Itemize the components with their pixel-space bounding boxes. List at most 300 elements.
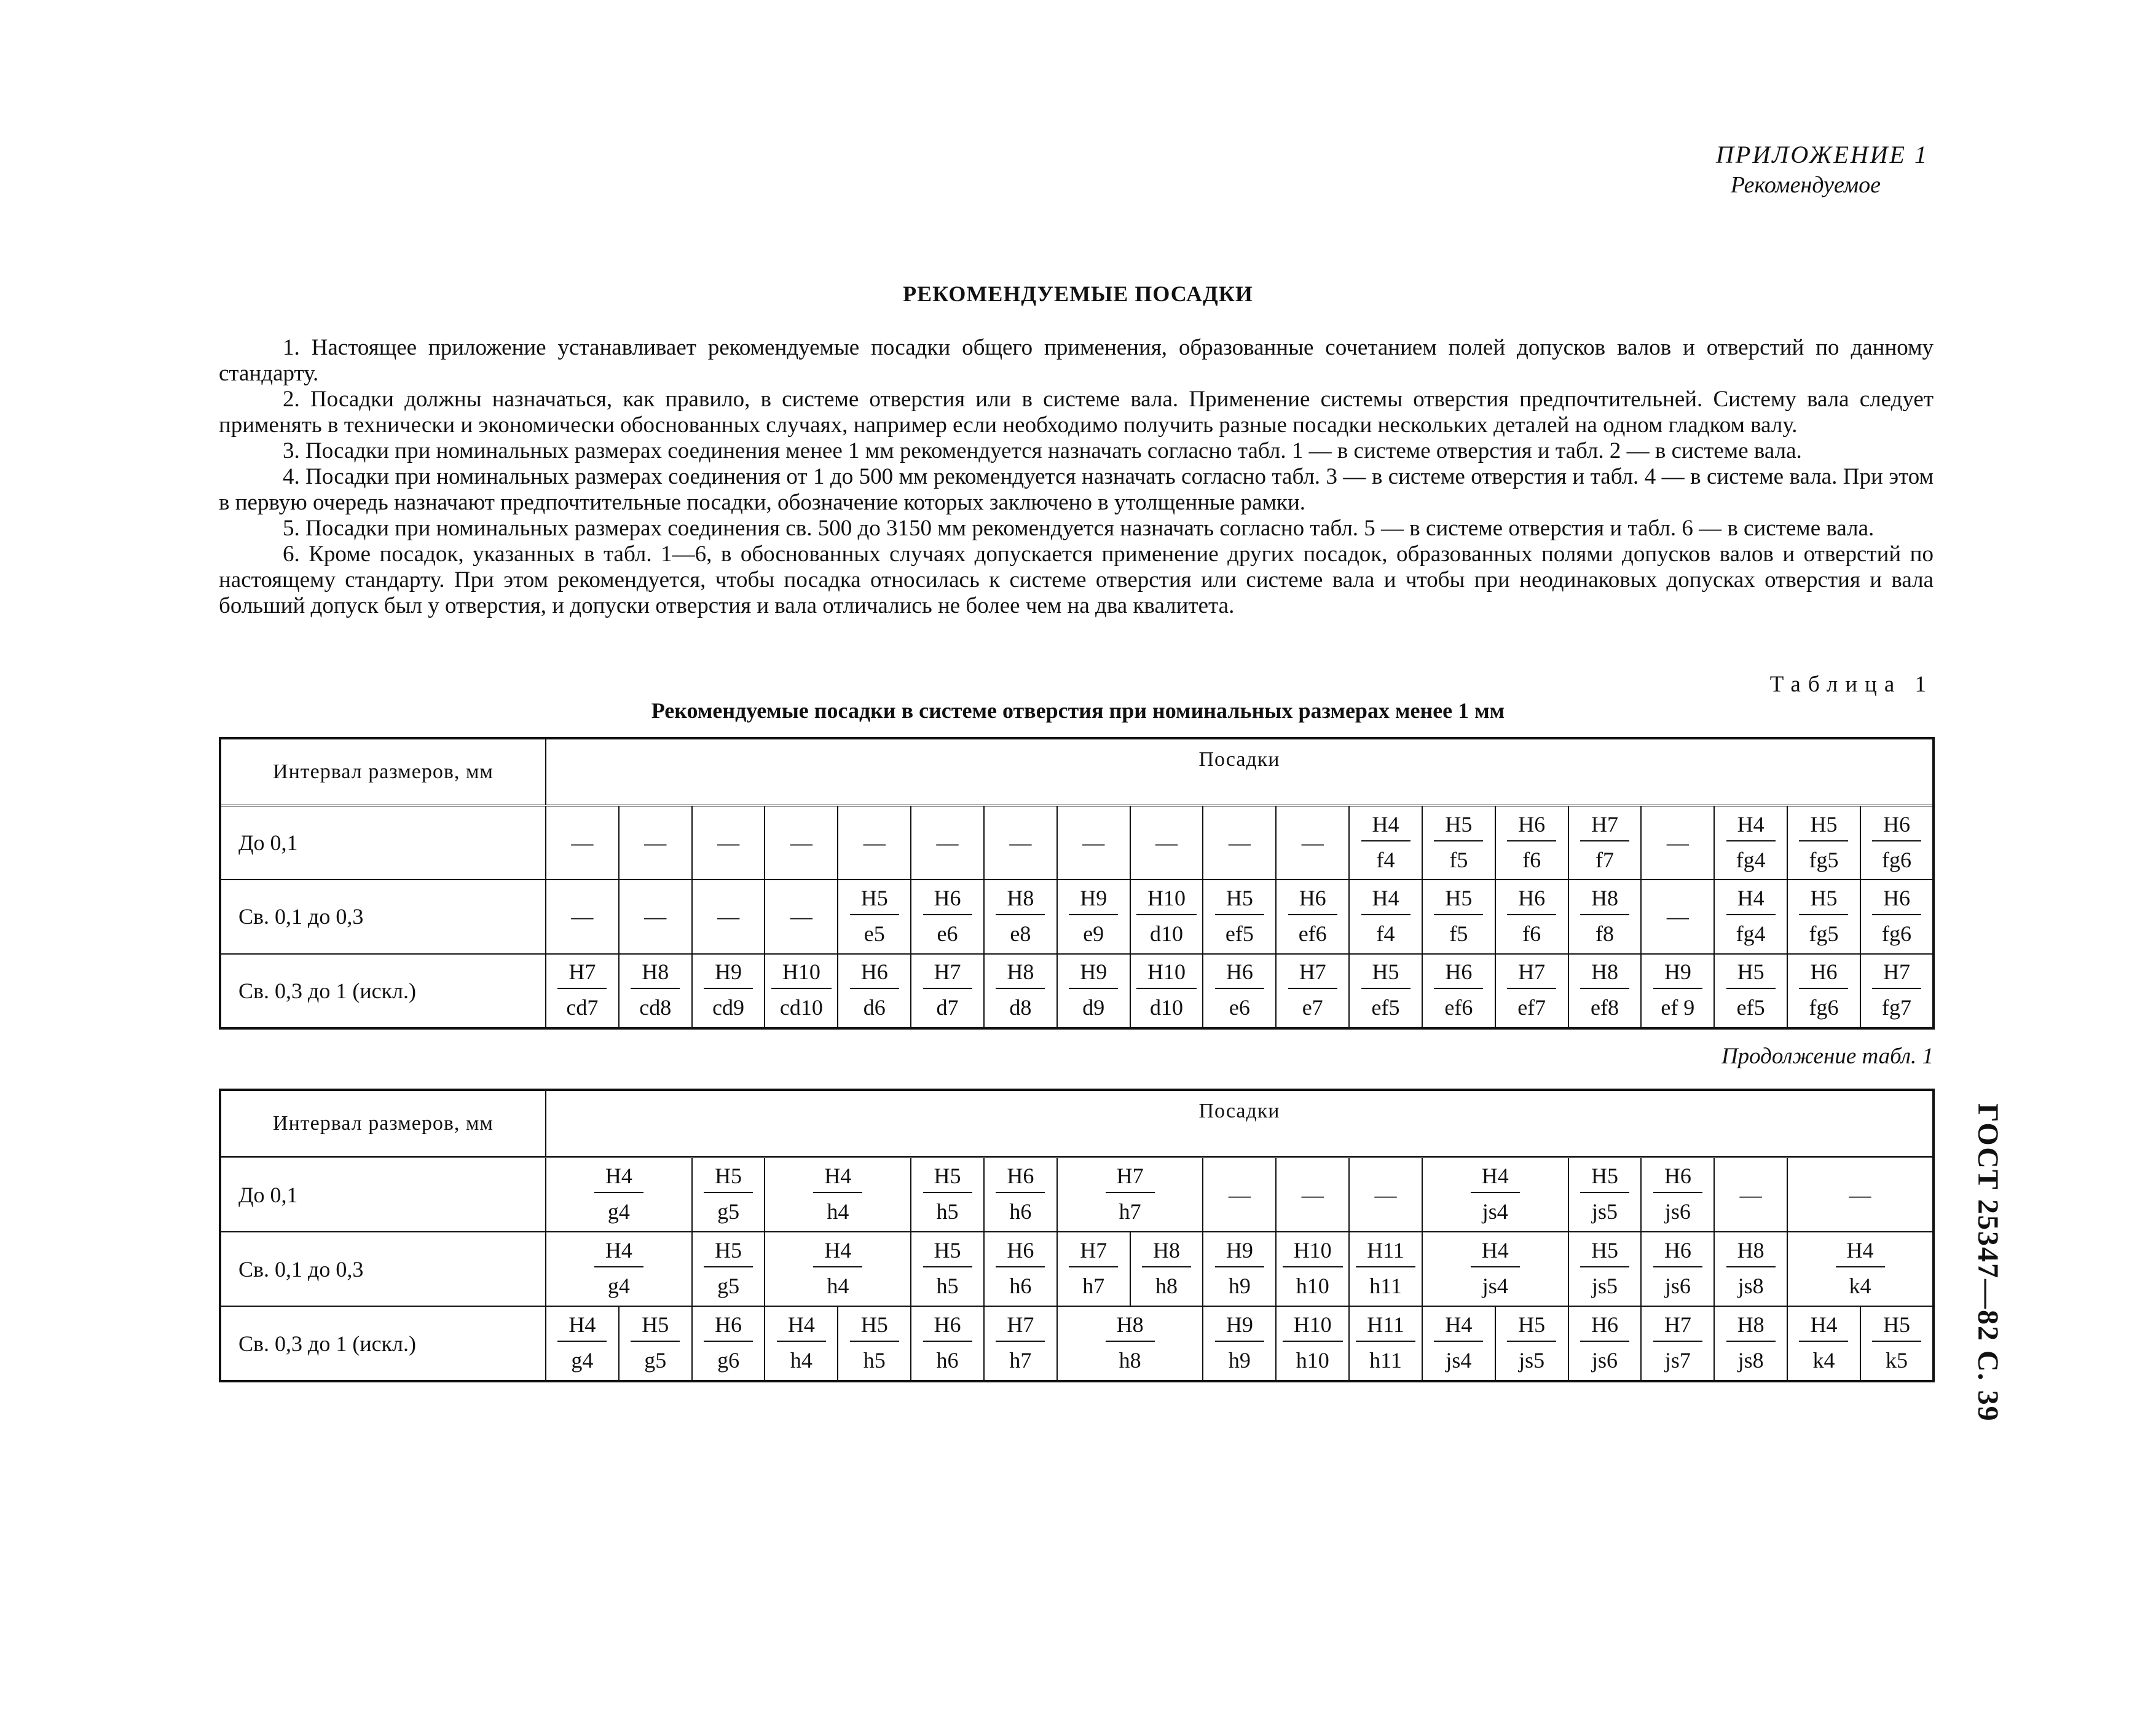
fit-fraction [923, 887, 972, 945]
hole-tolerance: H5 [923, 1239, 972, 1267]
fit-cell [546, 1157, 692, 1232]
hole-tolerance: H7 [1106, 1165, 1155, 1193]
paragraph: 4. Посадки при номинальных размерах соединения от 1 до 500 мм рекомендуется назначать согласно табл. 3 — в системе отверстия и табл. 4 — в системе вала. При этом в первую очередь назначают предпочтительные посадки, обозначение которых заключено в утолщенные рамки. [219, 464, 1934, 515]
fit-cell [1860, 880, 1934, 953]
fit-cell [1203, 880, 1276, 953]
fit-cell [692, 954, 765, 1028]
interval-header: Интервал размеров, мм [220, 738, 546, 805]
fit-fraction [1653, 961, 1702, 1019]
hole-tolerance: H5 [923, 1165, 972, 1193]
fit-cell [765, 1306, 838, 1381]
dash: — [1666, 830, 1689, 856]
shaft-tolerance: ef6 [1444, 995, 1473, 1020]
shaft-tolerance: h7 [1082, 1274, 1105, 1299]
hole-tolerance: H4 [1726, 813, 1776, 841]
fit-fraction [1580, 1314, 1629, 1371]
dash: — [1666, 904, 1689, 929]
fit-cell [1714, 880, 1787, 953]
hole-tolerance: H4 [1361, 813, 1410, 841]
shaft-tolerance: js4 [1446, 1348, 1472, 1373]
fit-cell [1641, 1232, 1714, 1306]
shaft-tolerance: cd9 [712, 995, 745, 1020]
fits-table-continuation [219, 1089, 1935, 1382]
hole-tolerance: H5 [1580, 1239, 1629, 1267]
hole-tolerance: H10 [1136, 961, 1197, 989]
fit-cell [1349, 880, 1422, 953]
fit-fraction [1507, 961, 1556, 1019]
dash: — [863, 830, 886, 856]
table-row [220, 1232, 1934, 1306]
hole-tolerance: H11 [1356, 1239, 1415, 1267]
shaft-tolerance: js8 [1737, 1274, 1764, 1299]
interval-label: До 0,1 [220, 1157, 546, 1232]
empty-fit-cell [1203, 805, 1276, 880]
fit-cell [1568, 880, 1642, 953]
fit-cell [765, 954, 838, 1028]
fit-fraction [923, 1314, 972, 1371]
table-number: Таблица 1 [1769, 672, 1934, 697]
fit-fraction [1799, 961, 1848, 1019]
fit-fraction [704, 1165, 753, 1223]
hole-tolerance: H5 [1799, 813, 1848, 841]
shaft-tolerance: js6 [1591, 1348, 1618, 1373]
fit-fraction [557, 961, 607, 1019]
body-text [219, 335, 1934, 619]
fit-fraction [1434, 961, 1483, 1019]
fit-cell [838, 1306, 911, 1381]
shaft-tolerance: ef 9 [1661, 995, 1695, 1020]
dash: — [790, 830, 812, 856]
fit-fraction [1434, 887, 1483, 945]
empty-fit-cell [692, 880, 765, 953]
fit-fraction [1507, 1314, 1556, 1371]
hole-tolerance: H9 [1215, 1239, 1264, 1267]
empty-fit-cell [1714, 1157, 1787, 1232]
fit-cell [1495, 805, 1568, 880]
hole-tolerance: H5 [631, 1314, 680, 1342]
fit-cell [546, 1306, 619, 1381]
hole-tolerance: H4 [594, 1239, 643, 1267]
table-caption: Рекомендуемые посадки в системе отверстия при номинальных размерах менее 1 мм [651, 698, 1505, 723]
hole-tolerance: H6 [704, 1314, 753, 1342]
fit-fraction [1434, 813, 1483, 871]
fit-fraction [1580, 887, 1629, 945]
empty-fit-cell [1203, 1157, 1276, 1232]
fit-fraction [704, 1239, 753, 1297]
fit-cell [1568, 1232, 1642, 1306]
fit-cell [765, 1232, 911, 1306]
fit-fraction [1288, 887, 1337, 945]
fit-fraction [1726, 1239, 1776, 1297]
fit-cell [692, 1306, 765, 1381]
shaft-tolerance: h11 [1369, 1274, 1402, 1299]
dash: — [1301, 830, 1324, 856]
fit-cell [1568, 954, 1642, 1028]
hole-tolerance: H4 [557, 1314, 607, 1342]
shaft-tolerance: h6 [936, 1348, 959, 1373]
fit-fraction [996, 887, 1045, 945]
fit-fraction [1580, 1165, 1629, 1223]
fit-cell [1203, 1306, 1276, 1381]
hole-tolerance: H9 [1069, 961, 1118, 989]
fit-fraction [813, 1165, 862, 1223]
hole-tolerance: H4 [813, 1239, 862, 1267]
shaft-tolerance: k4 [1812, 1348, 1835, 1373]
shaft-tolerance: g5 [717, 1274, 740, 1299]
hole-tolerance: H5 [850, 1314, 899, 1342]
empty-fit-cell [911, 805, 984, 880]
fit-cell [1276, 1306, 1349, 1381]
shaft-tolerance: h4 [790, 1348, 812, 1373]
hole-tolerance: H10 [771, 961, 832, 989]
empty-fit-cell [546, 880, 619, 953]
fit-cell [1422, 805, 1495, 880]
interval-label: Св. 0,1 до 0,3 [220, 1232, 546, 1306]
fit-fraction [1836, 1239, 1885, 1297]
paragraph: 5. Посадки при номинальных размерах соединения св. 500 до 3150 мм рекомендуется назначать согласно табл. 5 — в системе отверстия и табл. 6 — в системе вала. [283, 516, 1875, 541]
fit-fraction [1215, 1239, 1264, 1297]
fit-cell [1422, 1306, 1495, 1381]
fit-cell [1349, 805, 1422, 880]
fit-cell [1568, 805, 1642, 880]
shaft-tolerance: js6 [1664, 1274, 1691, 1299]
fit-cell [984, 1157, 1057, 1232]
hole-tolerance: H10 [1283, 1314, 1343, 1342]
empty-fit-cell [1130, 805, 1203, 880]
shaft-tolerance: e6 [937, 921, 958, 946]
hole-tolerance: H5 [1507, 1314, 1556, 1342]
fit-fraction [1580, 961, 1629, 1019]
hole-tolerance: H8 [996, 887, 1045, 915]
shaft-tolerance: js8 [1737, 1348, 1764, 1373]
table-row [220, 1306, 1934, 1381]
shaft-tolerance: f5 [1449, 921, 1468, 946]
fit-cell [1422, 1157, 1568, 1232]
fit-fraction [1215, 1314, 1264, 1371]
hole-tolerance: H8 [996, 961, 1045, 989]
fit-fraction [1726, 961, 1776, 1019]
hole-tolerance: H9 [1215, 1314, 1264, 1342]
fit-cell [1714, 1306, 1787, 1381]
fit-fraction [1799, 813, 1848, 871]
hole-tolerance: H5 [1799, 887, 1848, 915]
hole-tolerance: H4 [594, 1165, 643, 1193]
hole-tolerance: H5 [1872, 1314, 1921, 1342]
shaft-tolerance: ef5 [1371, 995, 1400, 1020]
table-row [220, 954, 1934, 1028]
shaft-tolerance: e9 [1083, 921, 1104, 946]
shaft-tolerance: js4 [1482, 1199, 1508, 1224]
hole-tolerance: H6 [996, 1165, 1045, 1193]
fit-fraction [850, 887, 899, 945]
hole-tolerance: H5 [1434, 813, 1483, 841]
shaft-tolerance: h9 [1228, 1274, 1251, 1299]
hole-tolerance: H7 [923, 961, 972, 989]
dash: — [1228, 830, 1251, 856]
hole-tolerance: H6 [923, 887, 972, 915]
fits-table-body [220, 738, 1934, 1028]
shaft-tolerance: fg4 [1736, 847, 1766, 872]
fit-cell [619, 954, 692, 1028]
shaft-tolerance: fg5 [1809, 847, 1839, 872]
fit-cell [1057, 954, 1130, 1028]
fit-cell [546, 954, 619, 1028]
shaft-tolerance: ef8 [1591, 995, 1619, 1020]
shaft-tolerance: g4 [571, 1348, 594, 1373]
hole-tolerance: H6 [1653, 1239, 1702, 1267]
fit-fraction [771, 961, 832, 1019]
fit-fraction [631, 1314, 680, 1371]
hole-tolerance: H6 [1653, 1165, 1702, 1193]
fit-fraction [1069, 1239, 1118, 1297]
fit-cell [1422, 880, 1495, 953]
hole-tolerance: H4 [777, 1314, 826, 1342]
fit-cell [1130, 954, 1203, 1028]
shaft-tolerance: fg5 [1809, 921, 1839, 946]
shaft-tolerance: js5 [1591, 1199, 1618, 1224]
fit-cell [1495, 880, 1568, 953]
hole-tolerance: H8 [1106, 1314, 1155, 1342]
hole-tolerance: H9 [1653, 961, 1702, 989]
fit-fraction [1726, 1314, 1776, 1371]
fit-cell [1641, 1157, 1714, 1232]
fit-fraction [996, 1314, 1045, 1371]
shaft-tolerance: js7 [1664, 1348, 1691, 1373]
fit-cell [1714, 805, 1787, 880]
hole-tolerance: H8 [1142, 1239, 1191, 1267]
hole-tolerance: H4 [1434, 1314, 1483, 1342]
shaft-tolerance: h6 [1009, 1199, 1032, 1224]
fit-fraction [777, 1314, 826, 1371]
hole-tolerance: H5 [850, 887, 899, 915]
fit-cell [1349, 1232, 1422, 1306]
fit-cell [911, 1157, 984, 1232]
fit-cell [1422, 954, 1495, 1028]
table-header-row [220, 1090, 1934, 1157]
empty-fit-cell [765, 880, 838, 953]
shaft-tolerance: h7 [1009, 1348, 1032, 1373]
fit-fraction [923, 1239, 972, 1297]
hole-tolerance: H6 [1215, 961, 1264, 989]
fit-fraction [1507, 813, 1556, 871]
hole-tolerance: H9 [704, 961, 753, 989]
fit-cell [1714, 954, 1787, 1028]
shaft-tolerance: js4 [1482, 1274, 1508, 1299]
fit-fraction [1726, 813, 1776, 871]
shaft-tolerance: ef7 [1517, 995, 1546, 1020]
fit-cell [911, 880, 984, 953]
fit-cell [1860, 805, 1934, 880]
empty-fit-cell [619, 805, 692, 880]
shaft-tolerance: js6 [1664, 1199, 1691, 1224]
fit-fraction [1136, 961, 1197, 1019]
fit-cell [1203, 954, 1276, 1028]
shaft-tolerance: f4 [1376, 847, 1395, 872]
shaft-tolerance: fg6 [1881, 921, 1911, 946]
fit-fraction [1283, 1239, 1343, 1297]
dash: — [790, 904, 812, 929]
empty-fit-cell [1276, 1157, 1349, 1232]
dash: — [717, 904, 740, 929]
hole-tolerance: H5 [704, 1239, 753, 1267]
shaft-tolerance: h5 [863, 1348, 886, 1373]
paragraph: 2. Посадки должны назначаться, как правило, в системе отверстия или в системе вала. Применение системы отверстия предпочтительней. Систему вала следует применять в технически и экономически обоснованных случаях, например если необходимо получить разные посадки нескольких деталей на одном гладком валу. [219, 387, 1934, 438]
interval-label: Св. 0,3 до 1 (искл.) [220, 1306, 546, 1381]
hole-tolerance: H6 [1507, 813, 1556, 841]
empty-fit-cell [692, 805, 765, 880]
fit-fraction [1653, 1239, 1702, 1297]
fit-fraction [594, 1165, 643, 1223]
shaft-tolerance: e7 [1302, 995, 1323, 1020]
fit-cell [1860, 1306, 1934, 1381]
shaft-tolerance: h11 [1369, 1348, 1402, 1373]
shaft-tolerance: cd10 [779, 995, 823, 1020]
fit-fraction [1580, 813, 1629, 871]
hole-tolerance: H6 [1872, 887, 1921, 915]
hole-tolerance: H8 [631, 961, 680, 989]
paragraph: 6. Кроме посадок, указанных в табл. 1—6, в обоснованных случаях допускается применение других посадок, образованных полями допусков валов и отверстий по настоящему стандарту. При этом рекомендуется, чтобы посадка относилась к системе отверстия или системе вала и чтобы при неодинаковых допусках отверстия и вала больший допуск был у отверстия, и допуски отверстия и вала отличались не более чем на два квалитета. [219, 542, 1934, 618]
fit-fraction [1106, 1165, 1155, 1223]
hole-tolerance: H5 [1361, 961, 1410, 989]
fit-fraction [1356, 1239, 1415, 1297]
empty-fit-cell [619, 880, 692, 953]
interval-header: Интервал размеров, мм [220, 1090, 546, 1157]
fit-cell [1422, 1232, 1568, 1306]
shaft-tolerance: d9 [1082, 995, 1105, 1020]
hole-tolerance: H7 [1507, 961, 1556, 989]
interval-label: Св. 0,3 до 1 (искл.) [220, 954, 546, 1028]
shaft-tolerance: k4 [1849, 1274, 1871, 1299]
fit-fraction [1653, 1165, 1702, 1223]
fit-fraction [1361, 813, 1410, 871]
shaft-tolerance: js5 [1519, 1348, 1545, 1373]
shaft-tolerance: e5 [864, 921, 885, 946]
hole-tolerance: H7 [557, 961, 607, 989]
empty-fit-cell [838, 805, 911, 880]
continuation-caption: Продолжение табл. 1 [1721, 1044, 1934, 1069]
hole-tolerance: H5 [1726, 961, 1776, 989]
hole-tolerance: H6 [996, 1239, 1045, 1267]
shaft-tolerance: h10 [1296, 1274, 1329, 1299]
fits-table-body [220, 1090, 1934, 1381]
fit-cell [1495, 1306, 1568, 1381]
fit-cell [1787, 1232, 1934, 1306]
hole-tolerance: H6 [1288, 887, 1337, 915]
empty-fit-cell [1276, 805, 1349, 880]
fit-cell [1203, 1232, 1276, 1306]
shaft-tolerance: fg6 [1809, 995, 1839, 1020]
empty-fit-cell [765, 805, 838, 880]
fit-fraction [1653, 1314, 1702, 1371]
dash: — [1082, 830, 1105, 856]
shaft-tolerance: d6 [863, 995, 886, 1020]
fit-fraction [923, 1165, 972, 1223]
hole-tolerance: H4 [1471, 1165, 1520, 1193]
fit-fraction [1106, 1314, 1155, 1371]
fits-header: Посадки [546, 1090, 1934, 1157]
shaft-tolerance: h10 [1296, 1348, 1329, 1373]
fit-cell [1495, 954, 1568, 1028]
fit-fraction [631, 961, 680, 1019]
dash: — [644, 830, 667, 856]
fit-fraction [850, 1314, 899, 1371]
dash: — [717, 830, 740, 856]
hole-tolerance: H6 [1434, 961, 1483, 989]
fit-fraction [1872, 1314, 1921, 1371]
shaft-tolerance: fg7 [1881, 995, 1911, 1020]
shaft-tolerance: g4 [607, 1199, 630, 1224]
shaft-tolerance: ef6 [1298, 921, 1327, 946]
fits-header: Посадки [546, 738, 1934, 805]
interval-label: Св. 0,1 до 0,3 [220, 880, 546, 953]
fit-cell [546, 1232, 692, 1306]
empty-fit-cell [1641, 880, 1714, 953]
fit-cell [911, 1232, 984, 1306]
shaft-tolerance: f5 [1449, 847, 1468, 872]
fit-cell [1057, 880, 1130, 953]
hole-tolerance: H4 [813, 1165, 862, 1193]
hole-tolerance: H8 [1726, 1239, 1776, 1267]
fit-cell [984, 1232, 1057, 1306]
fit-cell [1057, 1232, 1130, 1306]
fit-fraction [850, 961, 899, 1019]
dash: — [1155, 830, 1178, 856]
shaft-tolerance: h6 [1009, 1274, 1032, 1299]
shaft-tolerance: cd8 [639, 995, 672, 1020]
hole-tolerance: H6 [1580, 1314, 1629, 1342]
fit-fraction [1215, 961, 1264, 1019]
hole-tolerance: H7 [996, 1314, 1045, 1342]
fit-fraction [923, 961, 972, 1019]
fit-fraction [1507, 887, 1556, 945]
fit-cell [1349, 1306, 1422, 1381]
shaft-tolerance: d8 [1009, 995, 1032, 1020]
page-title: РЕКОМЕНДУЕМЫЕ ПОСАДКИ [903, 282, 1253, 306]
fit-fraction [557, 1314, 607, 1371]
shaft-tolerance: h5 [936, 1199, 959, 1224]
fit-fraction [1872, 961, 1921, 1019]
fit-fraction [1356, 1314, 1415, 1371]
fit-fraction [1288, 961, 1337, 1019]
fits-table [219, 737, 1935, 1030]
paragraph: 3. Посадки при номинальных размерах соединения менее 1 мм рекомендуется назначать согласно табл. 1 — в системе отверстия и табл. 2 — в системе вала. [283, 438, 1802, 463]
empty-fit-cell [1787, 1157, 1934, 1232]
fit-fraction [1471, 1239, 1520, 1297]
fit-cell [1057, 1157, 1203, 1232]
fit-cell [984, 1306, 1057, 1381]
fit-fraction [1799, 887, 1848, 945]
table-row [220, 880, 1934, 953]
shaft-tolerance: d7 [936, 995, 959, 1020]
fit-cell [1641, 954, 1714, 1028]
shaft-tolerance: d10 [1150, 921, 1184, 946]
dash: — [1374, 1182, 1397, 1207]
shaft-tolerance: g5 [644, 1348, 667, 1373]
fit-cell [1787, 954, 1860, 1028]
shaft-tolerance: h4 [827, 1274, 849, 1299]
fit-cell [1787, 805, 1860, 880]
appendix-title: ПРИЛОЖЕНИЕ 1 [1716, 141, 1929, 168]
hole-tolerance: H7 [1288, 961, 1337, 989]
hole-tolerance: H6 [1872, 813, 1921, 841]
hole-tolerance: H4 [1836, 1239, 1885, 1267]
shaft-tolerance: d10 [1150, 995, 1184, 1020]
shaft-tolerance: f6 [1522, 847, 1541, 872]
interval-label: До 0,1 [220, 805, 546, 880]
fit-cell [1568, 1306, 1642, 1381]
fit-fraction [996, 961, 1045, 1019]
fit-fraction [813, 1239, 862, 1297]
